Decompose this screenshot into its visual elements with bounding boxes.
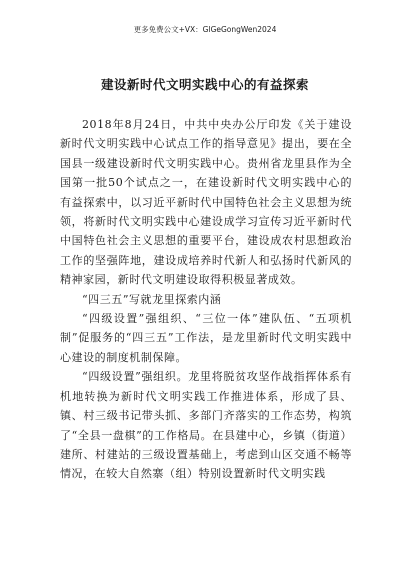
header-note: 更多免费公文+VX：GlGeGongWen2024 xyxy=(133,25,277,34)
section-heading: “四三五”写就龙里探索内涵 xyxy=(82,292,222,306)
document-body xyxy=(60,115,352,484)
paragraph-four-levels: “四级设置”强组织。龙里将脱贫攻坚作战指挥体系有机地转换为新时代文明实践工作推进体系，形成了县、镇、村三级书记带头抓、多部门齐落实的工作态势，构筑了“全县一盘棋”的工作格局。在县建中心，乡镇（街道）建所、村建站的三级设置基础上，考虑到山区交通不畅等情况，在较大自然寨（组）特别设置新时代文明实践 xyxy=(60,370,352,481)
paragraph-intro: 2018年8月24日，中共中央办公厅印发《关于建设新时代文明实践中心试点工作的指导意见》提出，要在全国县一级建设新时代文明实践中心。贵州省龙里县作为全国第一批50个试点之一，在建设新时代文明实践中心的有益探索中，以习近平新时代中国特色社会主义思想为统领，将新时代文明实践中心建设成学习宣传习近平新时代中国特色社会主义思想的重要平台，建设成农村思想政治工作的坚强阵地，建设成培养时代新人和弘扬时代新风的精神家园，新时代文明建设取得积极显著成效。 xyxy=(60,118,352,287)
document-title: 建设新时代文明实践中心的有益探索 xyxy=(100,77,309,92)
paragraph-method: “四级设置”强组织、“三位一体”建队伍、“五项机制”促服务的“四三五”工作法，是龙里新时代文明实践中心建设的制度机制保障。 xyxy=(60,312,352,364)
